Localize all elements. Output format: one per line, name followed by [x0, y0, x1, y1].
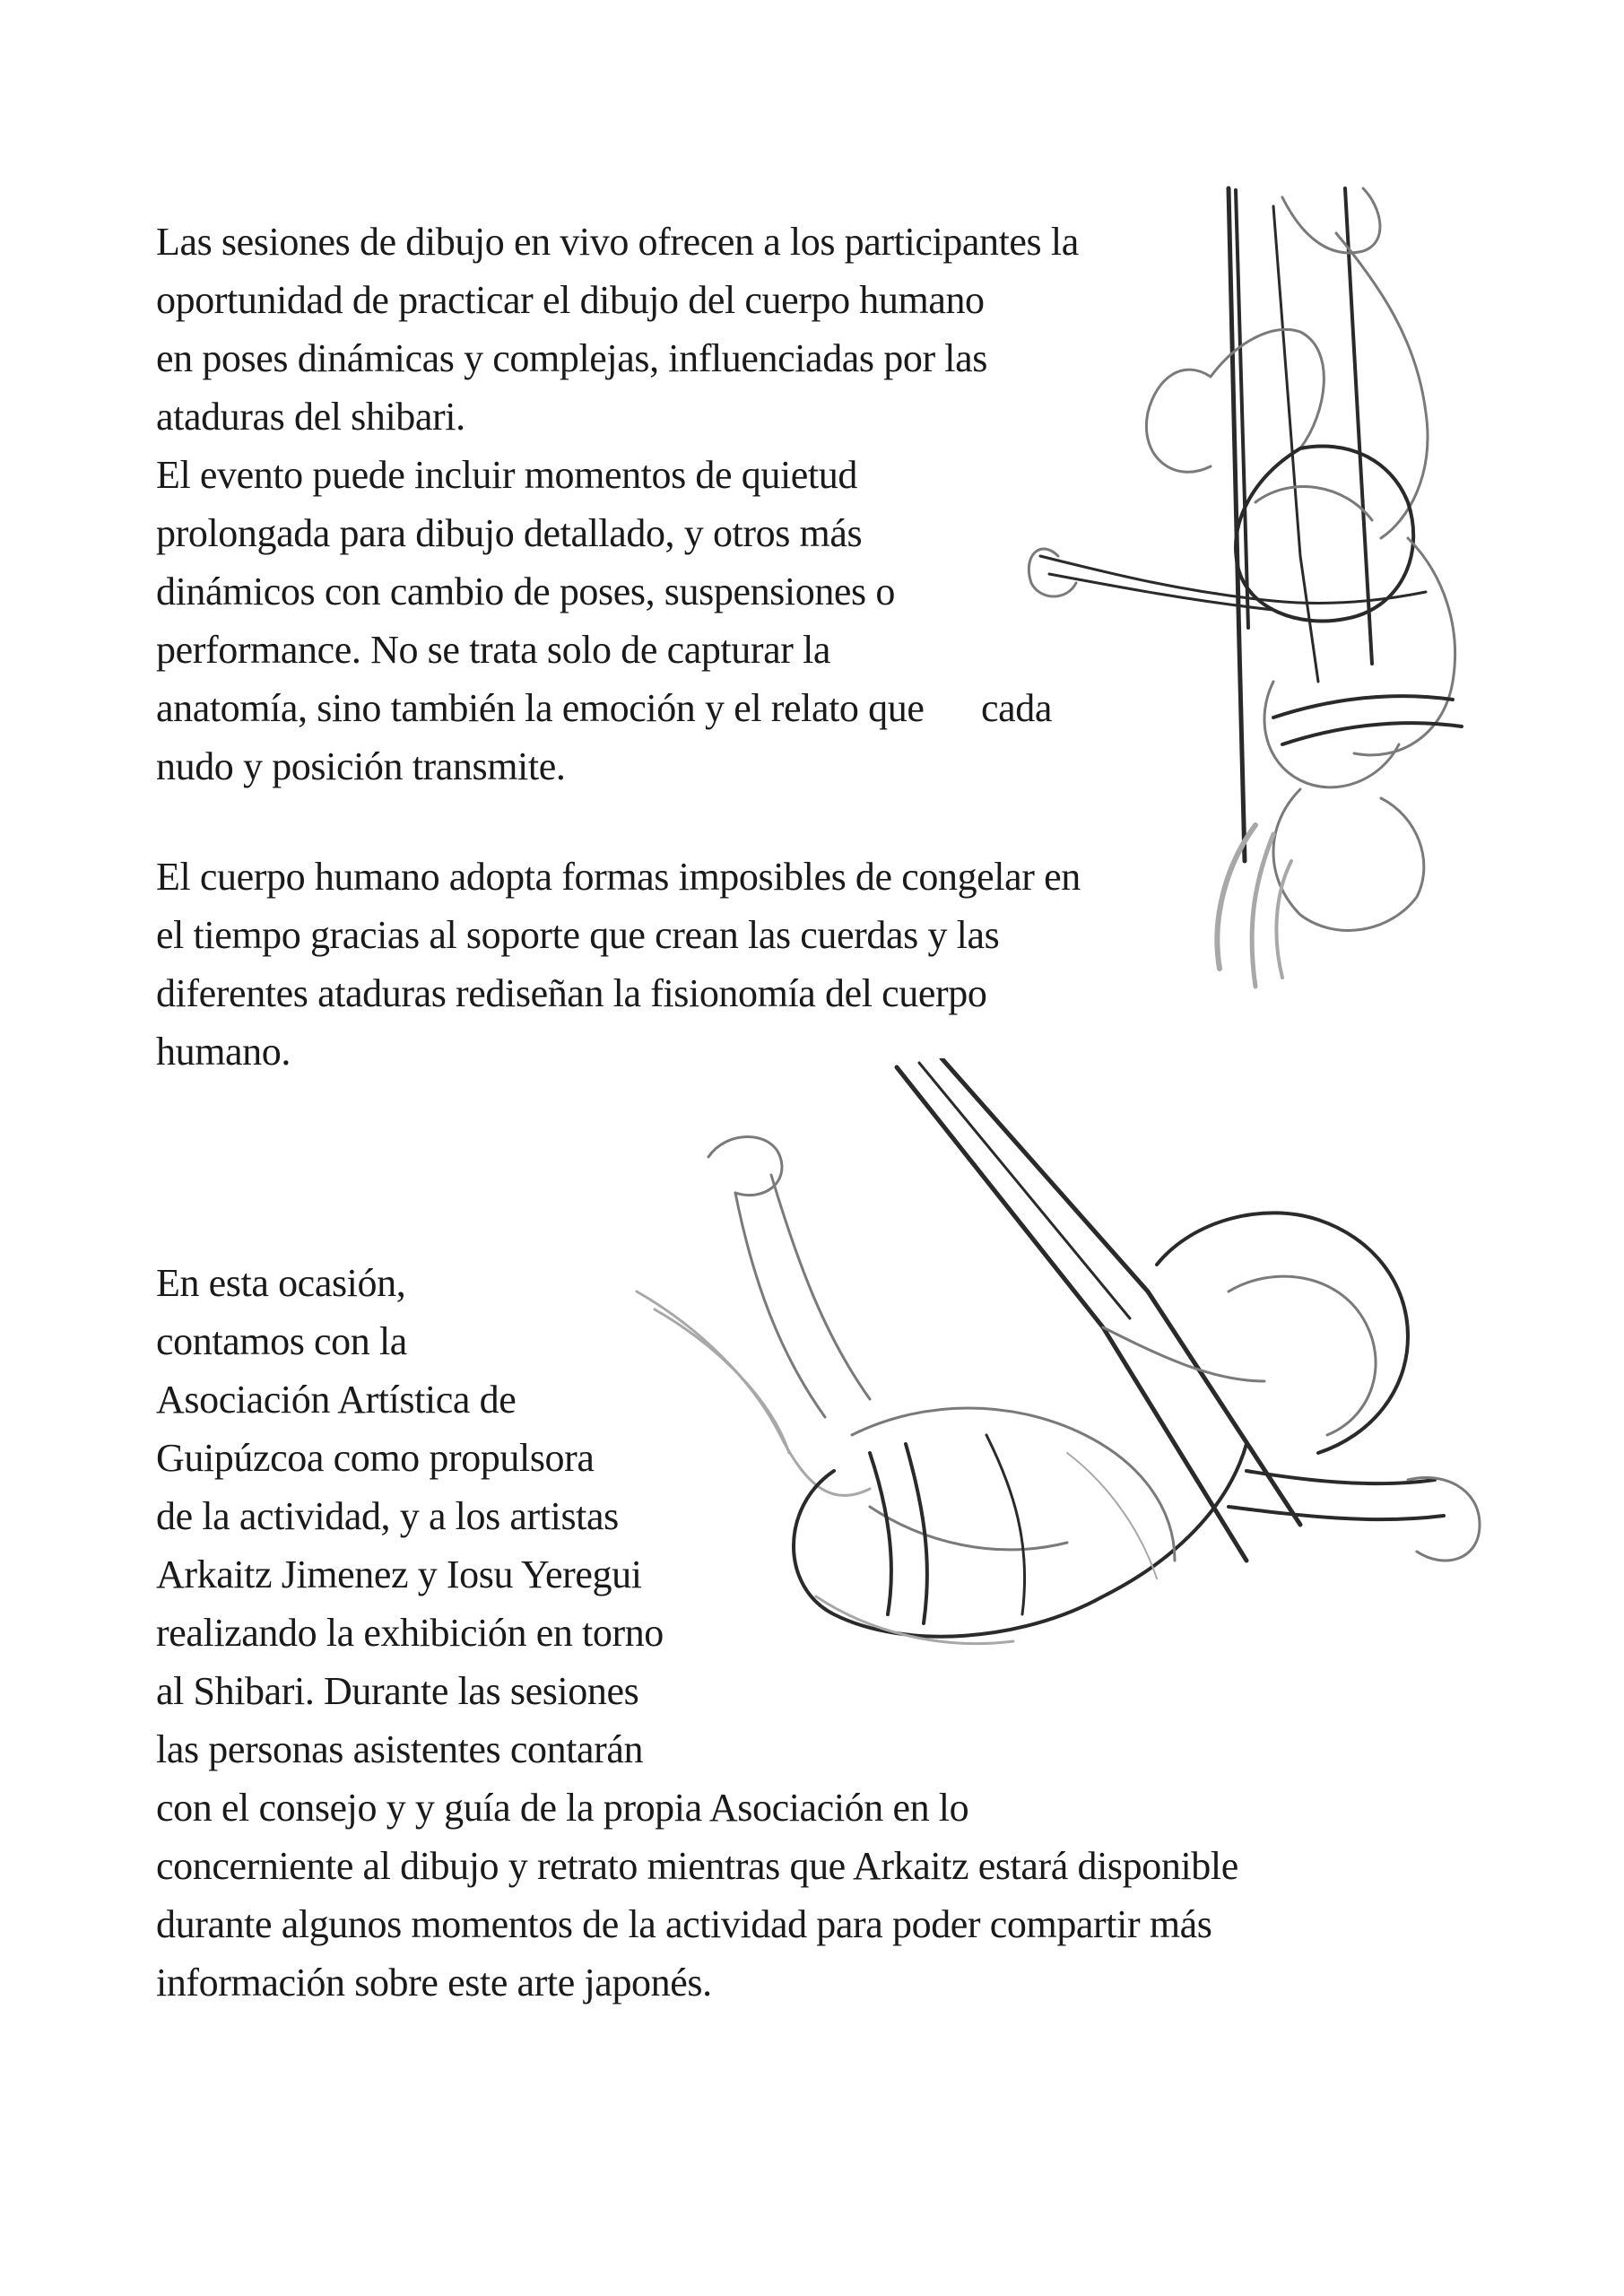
paragraph-1-line: El evento puede incluir momentos de quietud	[156, 453, 857, 497]
paragraph-2-line: diferentes ataduras rediseñan la fisionomía del cuerpo	[156, 971, 987, 1015]
paragraph-3-line: Asociación Artística de	[156, 1378, 517, 1422]
paragraph-2-line: el tiempo gracias al soporte que crean las cuerdas y las	[156, 913, 1000, 957]
paragraph-3-line: contamos con la	[156, 1319, 407, 1363]
paragraph-1-line: ataduras del shibari.	[156, 395, 465, 439]
paragraph-1-line: Las sesiones de dibujo en vivo ofrecen a los participantes la	[156, 220, 1079, 264]
paragraph-1-line: nudo y posición transmite.	[156, 744, 566, 788]
paragraph-3-line: En esta ocasión,	[156, 1261, 406, 1305]
paragraph-1-line: performance. No se trata solo de capturar la	[156, 628, 831, 672]
paragraph-1-line: en poses dinámicas y complejas, influenciadas por las	[156, 336, 987, 380]
paragraph-3-line: con el consejo y y guía de la propia Asociación en lo	[156, 1786, 969, 1830]
paragraph-3-line: durante algunos momentos de la actividad para poder compartir más	[156, 1902, 1212, 1946]
paragraph-3-line: Arkaitz Jimenez y Iosu Yeregui	[156, 1552, 642, 1596]
paragraph-2-line: El cuerpo humano adopta formas imposibles de congelar en	[156, 855, 1081, 899]
paragraph-3	[156, 1254, 1238, 2012]
paragraph-1-line: dinámicos con cambio de poses, suspensiones o	[156, 570, 895, 613]
paragraph-3-line: realizando la exhibición en torno	[156, 1611, 664, 1655]
paragraph-3-line: Guipúzcoa como propulsora	[156, 1436, 595, 1480]
paragraph-3-line: de la actividad, y a los artistas	[156, 1494, 619, 1538]
paragraph-2	[156, 848, 1081, 1081]
paragraph-3-line: concerniente al dibujo y retrato mientras que Arkaitz estará disponible	[156, 1844, 1238, 1888]
paragraph-1-line: prolongada para dibujo detallado, y otros más	[156, 511, 863, 555]
paragraph-3-line: las personas asistentes contarán	[156, 1727, 644, 1771]
paragraph-1-line: oportunidad de practicar el dibujo del cuerpo humano	[156, 278, 985, 322]
paragraph-2-line: humano.	[156, 1030, 291, 1074]
paragraph-3-line: información sobre este arte japonés.	[156, 1961, 712, 2005]
paragraph-1	[156, 213, 1079, 796]
paragraph-3-line: al Shibari. Durante las sesiones	[156, 1669, 639, 1713]
paragraph-1-line: anatomía, sino también la emoción y el relato que cada	[156, 686, 1053, 730]
